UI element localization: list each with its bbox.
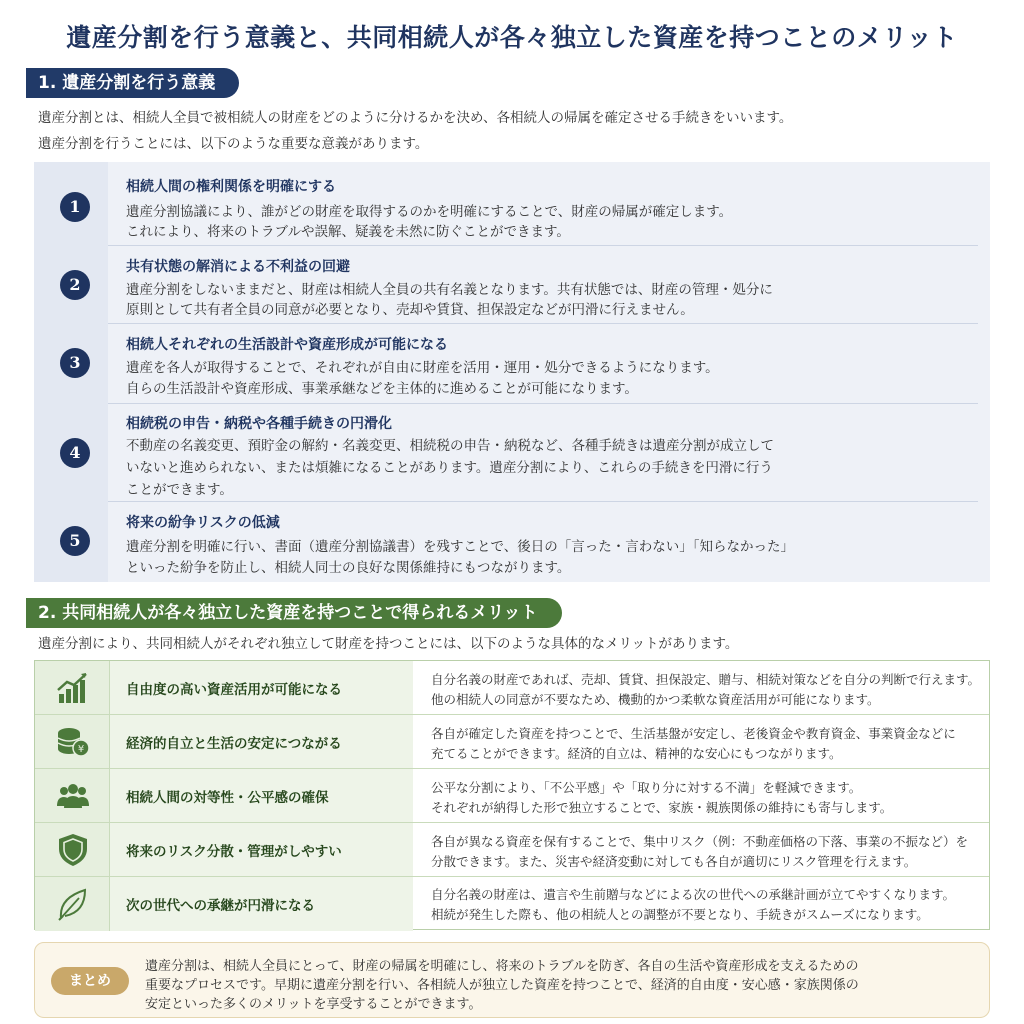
summary-text: 遺産分割は、相続人全員にとって、財産の帰属を明確にし、将来のトラブルを防ぎ、各自の生活や資産形成を支えるための [145,959,859,974]
significance-text: ことができます。 [126,482,233,498]
merit-text: 相続が発生した際も、他の相続人との調整が不要となり、手続きがスムーズになります。 [431,907,929,922]
number-badge: 2 [60,270,90,300]
section2-heading: 2. 共同相続人が各々独立した資産を持つことで得られるメリット [26,598,562,628]
significance-title: 将来の紛争リスクの低減 [126,515,280,531]
merit-text: 各自が異なる資産を保有することで、集中リスク（例：不動産価格の下落、事業の不振など）を [431,834,969,849]
merit-label: 将来のリスク分散・管理がしやすい [126,843,342,860]
significance-item [34,404,990,502]
significance-item [34,246,990,324]
svg-text:¥: ¥ [77,744,85,755]
merit-row [35,877,989,931]
coins-icon [55,724,91,760]
leaf-icon [55,886,91,922]
significance-text: といった紛争を防止し、相続人同士の良好な関係維持にもつながります。 [126,560,571,576]
merit-row [35,823,989,877]
significance-text: 遺産分割協議により、誰がどの財産を取得するのかを明確にすることで、財産の帰属が確定します。 [126,204,733,220]
significance-text: 遺産分割を明確に行い、書面（遺産分割協議書）を残すことで、後日の「言った・言わない」「知らなかった」 [126,539,794,555]
section1-heading: 1. 遺産分割を行う意義 [26,68,239,98]
summary-text: 重要なプロセスです。早期に遺産分割を行い、各相続人が独立した資産を持つことで、経済的自由度・安心感・家族関係の [145,978,859,993]
merit-text: 各自が確定した資産を持つことで、生活基盤が安定し、老後資金や教育資金、事業資金などに [431,726,956,741]
merit-text: 分散できます。また、災害や経済変動に対しても各自が適切にリスク管理を行えます。 [431,854,917,869]
significance-text: 遺産分割をしないままだと、財産は相続人全員の共有名義となります。共有状態では、財産の管理・処分に [126,282,773,298]
shield-icon [55,832,91,868]
page-title: 遺産分割を行う意義と、共同相続人が各々独立した資産を持つことのメリット [66,23,958,52]
section1-intro-line: 遺産分割を行うことには、以下のような重要な意義があります。 [38,136,429,152]
growth-chart-icon [55,670,91,706]
significance-text: これにより、将来のトラブルや誤解、疑義を未然に防ぐことができます。 [126,224,570,240]
merit-label: 次の世代への承継が円滑になる [126,898,315,914]
summary-badge: まとめ [51,967,129,995]
section2-intro: 遺産分割により、共同相続人がそれぞれ独立して財産を持つことには、以下のような具体的なメリットがあります。 [38,636,739,652]
number-badge: 1 [60,192,90,222]
merit-text: それぞれが納得した形で独立することで、家族・親族関係の維持にも寄与します。 [431,800,893,815]
number-badge: 3 [60,348,90,378]
merit-label: 経済的自立と生活の安定につながる [126,735,342,752]
merit-text: 他の相続人の同意が不要なため、機動的かつ柔軟な資産活用が可能になります。 [431,692,880,707]
merit-row [35,661,989,715]
merit-text: 充てることができます。経済的自立は、精神的な安心にもつながります。 [431,746,842,761]
number-badge: 4 [60,438,90,468]
significance-text: 遺産を各人が取得することで、それぞれが自由に財産を活用・運用・処分できるようになります。 [126,360,719,376]
significance-item [34,324,990,404]
summary-box [34,942,990,1018]
merit-label: 自由度の高い資産活用が可能になる [126,681,342,698]
significance-title: 共有状態の解消による不利益の回避 [126,259,350,275]
significance-title: 相続税の申告・納税や各種手続きの円滑化 [126,416,392,432]
significance-title: 相続人間の権利関係を明確にする [126,179,336,195]
section1-intro-line: 遺産分割とは、相続人全員で被相続人の財産をどのように分けるかを決め、各相続人の帰属を確定させる手続きをいいます。 [38,110,793,126]
merit-row [35,769,989,823]
merit-text: 公平な分割により、「不公平感」や「取り分に対する不満」を軽減できます。 [431,780,862,795]
significance-text: いないと進められない、または煩雑になることがあります。遺産分割により、これらの手続きを円滑に行う [126,460,773,476]
summary-text: 安定といった多くのメリットを享受することができます。 [145,997,482,1012]
merit-row [35,715,989,769]
people-icon [55,778,91,814]
significance-title: 相続人それぞれの生活設計や資産形成が可能になる [126,337,448,353]
significance-text: 不動産の名義変更、預貯金の解約・名義変更、相続税の申告・納税など、各種手続きは遺産分割が成立して [126,438,774,454]
merit-table [34,660,990,930]
number-badge: 5 [60,526,90,556]
significance-item [34,162,990,246]
merit-text: 自分名義の財産であれば、売却、賃貸、担保設定、贈与、相続対策などを自分の判断で行えます。 [431,672,981,687]
significance-item [34,502,990,582]
significance-text: 原則として共有者全員の同意が必要となり、売却や賃貸、担保設定などが円滑に行えません。 [126,302,694,318]
significance-text: 自らの生活設計や資産形成、事業承継などを主体的に進めることが可能になります。 [126,381,638,397]
merit-label: 相続人間の対等性・公平感の確保 [126,789,329,806]
merit-text: 自分名義の財産は、遺言や生前贈与などによる次の世代への承継計画が立てやすくなります。 [431,887,956,902]
